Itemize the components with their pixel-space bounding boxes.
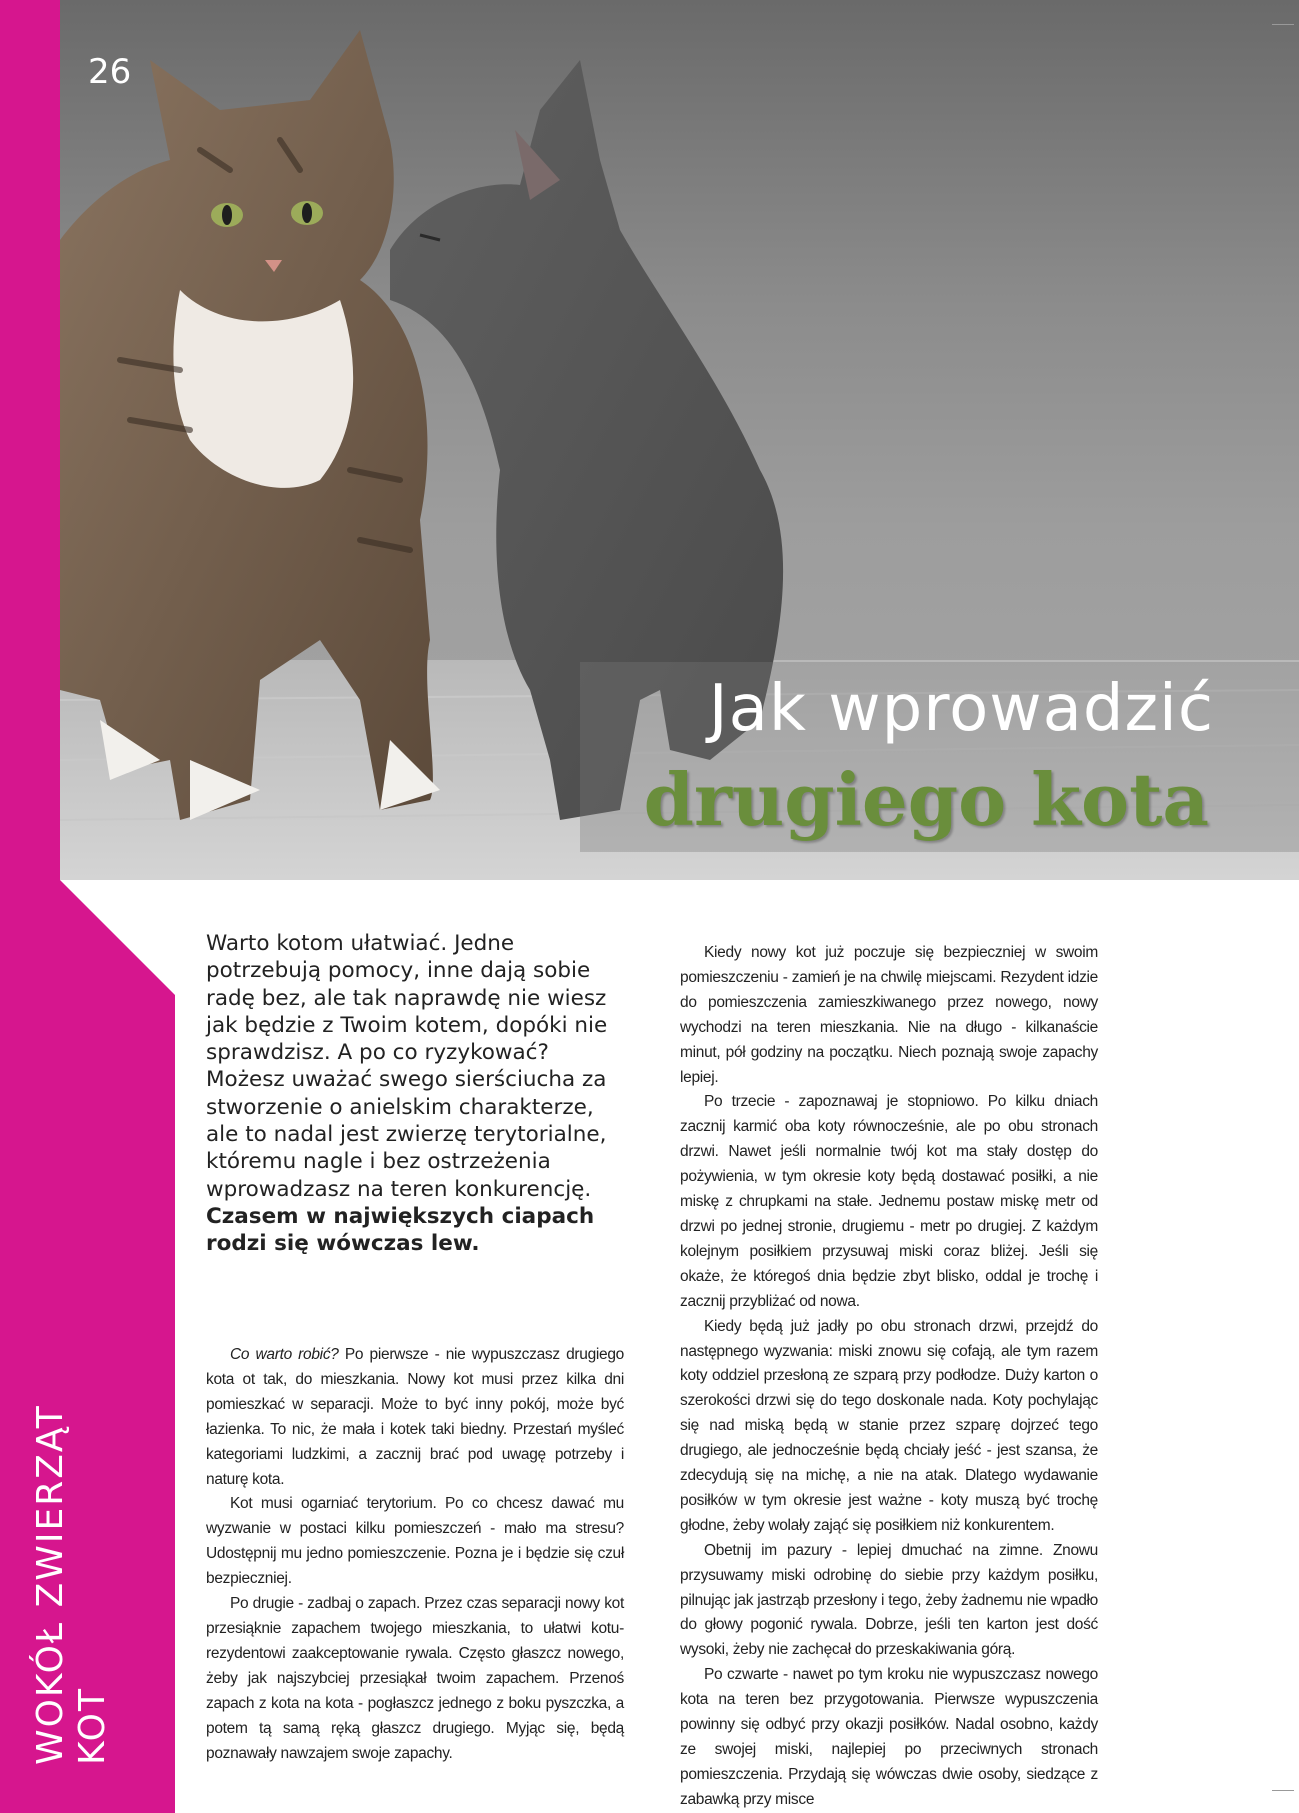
lead-text: Warto kotom ułatwiać. Jedne potrzebują pomocy, inne dają sobie radę bez, ale tak naprawdę nie wiesz jak będzie z Twoim kotem, dopóki nie sprawdzisz. A po co ryzykować? Możesz uważać swego sierściucha za stworzenie o anielskim charakterze, ale to nadal jest zwierzę terytorialne, któremu nagle i bez ostrzeżenia wprowadzasz na teren konkurencję. [206,931,608,1202]
paragraph-lead-in: Co warto robić? [230,1346,339,1363]
paragraph: Po trzecie - zapoznawaj je stopniowo. Po kilku dniach zacznij karmić oba koty równocześnie, ale po obu stronach drzwi. Nawet jeśli normalnie twój kot ma stały dostęp do pożywienia, w tym okresie koty będą dostawać posiłki, a nie miskę z chrupkami na stałe. Jednemu postaw miskę metr od drzwi po jednej stronie, drugiemu - metr po drugiej. Z każdym kolejnym posiłkiem przysuwaj miski coraz bliżej. Jeśli się okaże, że któregoś dnia będzie zbyt blisko, oddal je trochę i zacznij przybliżać od nowa. [680,1093,1098,1310]
section-label-category: WOKÓŁ ZWIERZĄT [30,1404,71,1765]
paragraph: Kiedy będą już jadły po obu stronach drzwi, przejdź do następnego wyzwania: miski znowu się cofają, ale tym razem koty oddziel przesłoną ze szparą przy podłodze. Duży karton o szerokości drzwi się do tego doskonale nada. Koty pochylając się nad miską będą w stanie przez szparę dojrzeć tego drugiego, ale jednocześnie będą chciały jeść - jest szansa, że zdecydują się na michę, a nie na atak. Dlatego wydawanie posiłków w tym okresie jest ważne - koty muszą być trochę głodne, żeby wolały zająć się posiłkiem niż konkurentem. [680,1317,1098,1534]
paragraph [206,1343,624,1492]
paragraph: Po drugie - zadbaj o zapach. Przez czas separacji nowy kot przesiąknie zapachem twojego mieszkania, to ułatwi kotu-rezydentowi zaakceptowanie rywala. Często głaszcz nowego, żeby jak najszybciej przesiąkał twoim zapachem. Przenoś zapach z kota na kota - pogłaszcz jednego z boku pyszczka, a potem tą samą ręką głaszcz drugiego. Myjąc się, będą poznawały nawzajem swoje zapachy. [206,1595,624,1762]
crop-mark [1272,1790,1294,1791]
paragraph: Kiedy nowy kot już poczuje się bezpieczniej w swoim pomieszczeniu - zamień je na chwilę miejscami. Rezydent idzie do pomieszczenia zamieszkiwanego przez nowego, nowy wychodzi na teren mieszkania. Nie na długo - kilkanaście minut, pół godziny na początku. Niech poznają swoje zapachy lepiej. [680,944,1098,1086]
section-label-topic: KOT [72,1687,113,1765]
article-title-line1: Jak wprowadzić [708,672,1214,746]
article-column-left [206,1343,624,1766]
paragraph: Kot musi ogarniać terytorium. Po co chcesz dawać mu wyzwanie w postaci kilku pomieszczeń - mało ma stresu? Udostępnij mu jedno pomieszczenie. Pozna je i będzie się czuł bezpieczniej. [206,1495,624,1588]
page-number: 26 [88,52,132,92]
lead-emphasis: Czasem w największych ciapach rodzi się wówczas lew. [206,1203,595,1257]
paragraph: Po czwarte - nawet po tym kroku nie wypuszczasz nowego kota na teren bez przygotowania. Pierwsze wypuszczenia powinny się odbyć przy okazji posiłków. Nadal osobno, każdy ze swojej miski, najlepiej po przeciwnych stronach pomieszczenia. Przydają się wówczas dwie osoby, siedzące z zabawką przy misce [680,1666,1098,1808]
article-lead [206,930,626,1258]
paragraph-text: Po pierwsze - nie wypuszczasz drugiego kota ot tak, do mieszkania. Nowy kot musi przez kilka dni pomieszkać w separacji. Może to być inny pokój, może być łazienka. To nic, że mała i kotek taki biedny. Przestań myśleć kategoriami ludzkimi, a zacznij brać pod uwagę potrzeby i naturę kota. [206,1346,624,1488]
paragraph: Obetnij im pazury - lepiej dmuchać na zimne. Znowu przysuwamy miski odrobinę do siebie przy każdym posiłku, pilnując jak jastrząb przesłony i tego, żeby żadnemu nie wpadło do głowy pogonić rywala. Dobrze, jeśli ten karton jest dość wysoki, żeby nie zachęcał do przeskakiwania górą. [680,1541,1098,1659]
article-column-right [680,941,1098,1813]
article-title-line2: drugiego kota [643,757,1209,842]
crop-mark [1272,24,1294,25]
section-label [30,1404,114,1765]
